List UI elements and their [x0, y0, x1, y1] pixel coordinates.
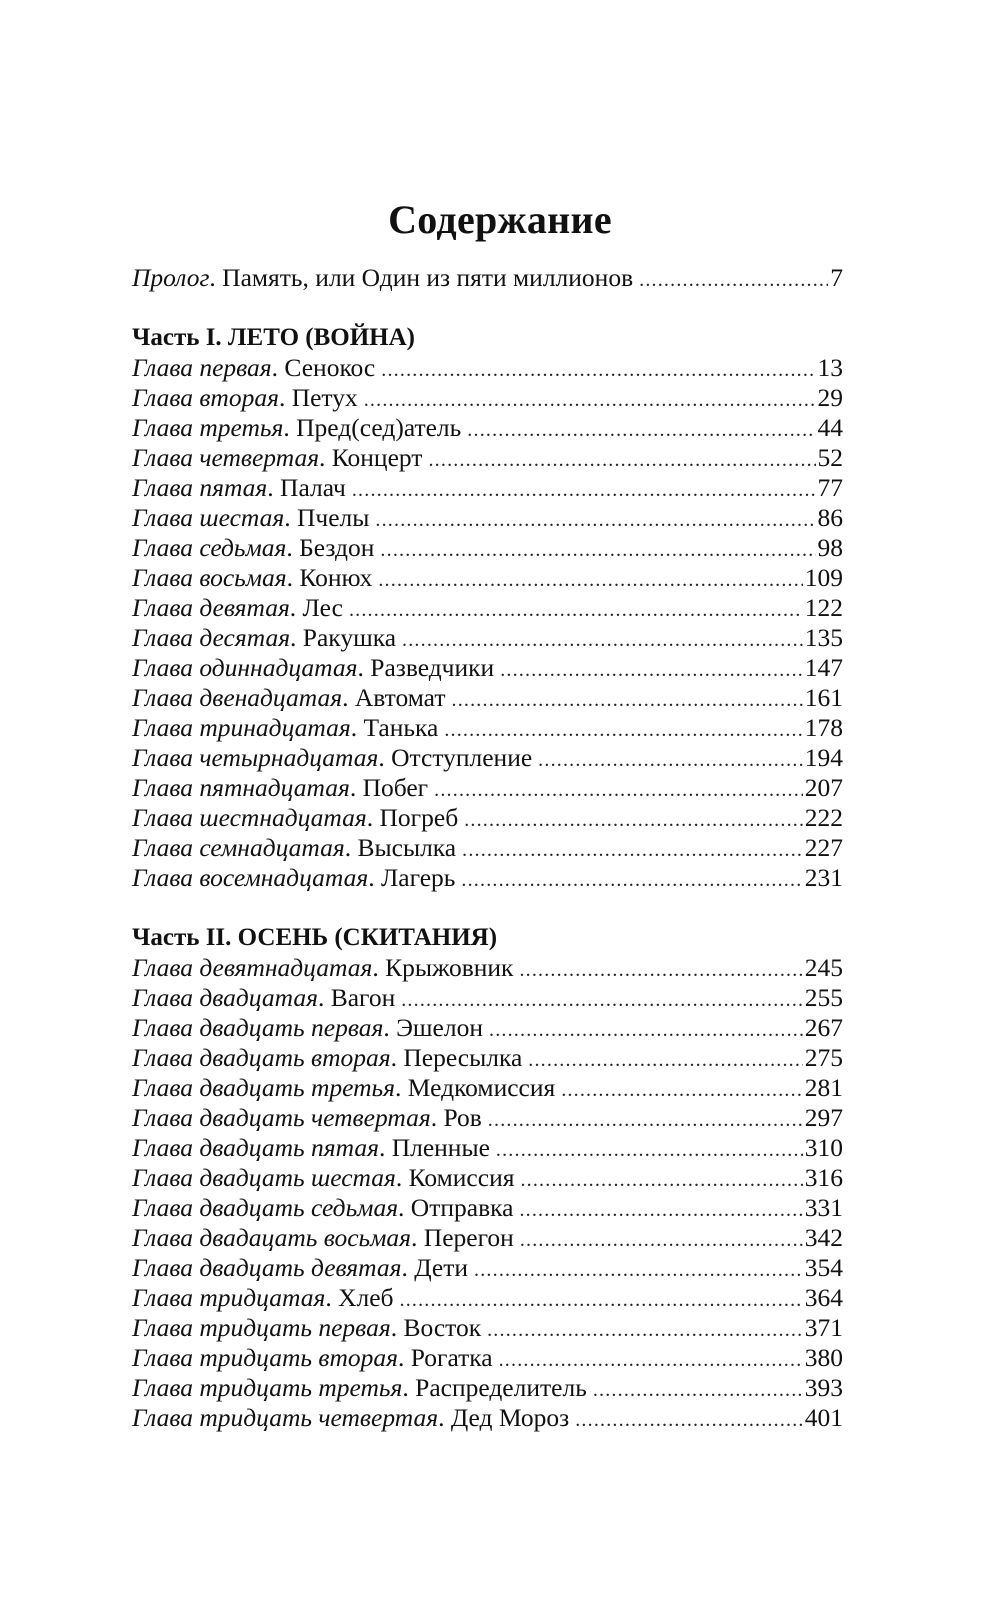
- chapter-label: Глава тридцатая: [132, 1283, 326, 1312]
- entry-separator: .: [342, 683, 355, 712]
- entry-separator: .: [366, 803, 380, 832]
- chapter-page-number: 222: [804, 803, 843, 832]
- chapter-entry: [132, 1403, 843, 1433]
- chapter-page-number: 364: [804, 1283, 843, 1312]
- chapter-page-number: 29: [817, 383, 843, 412]
- chapter-entry: [132, 1253, 843, 1283]
- chapter-title: Пчелы: [296, 503, 370, 532]
- chapter-entry: [132, 863, 843, 893]
- entry-separator: .: [289, 593, 303, 622]
- chapter-title: Распределитель: [415, 1373, 587, 1402]
- chapter-page-number: 380: [804, 1343, 843, 1372]
- chapter-title: Пересылка: [403, 1043, 523, 1072]
- chapter-label: Глава тринадцатая: [132, 713, 351, 742]
- chapter-label: Глава двенадцатая: [132, 683, 343, 712]
- chapter-title: Лес: [302, 593, 343, 622]
- chapter-label: Глава тридцать третья: [132, 1373, 403, 1402]
- chapter-label: Глава двадцать вторая: [132, 1043, 391, 1072]
- entry-page-number: 7: [830, 263, 843, 292]
- chapter-title: Комиссия: [408, 1163, 515, 1192]
- chapter-page-number: 98: [817, 533, 843, 562]
- leader-dots: [528, 1045, 802, 1075]
- chapter-title: Ров: [443, 1103, 482, 1132]
- entry-separator: .: [349, 773, 363, 802]
- leader-dots: [489, 1015, 803, 1045]
- chapter-label: Глава первая: [132, 353, 272, 382]
- chapter-title: Пред(сед)атель: [296, 413, 462, 442]
- chapter-entry: [132, 1013, 843, 1043]
- entry-separator: .: [378, 1133, 392, 1162]
- chapter-label: Глава пятнадцатая: [132, 773, 350, 802]
- entry-separator: .: [438, 1403, 451, 1432]
- chapter-label: Глава двадцать третья: [132, 1073, 396, 1102]
- chapter-page-number: 194: [804, 743, 843, 772]
- chapter-label: Глава семнадцатая: [132, 833, 345, 862]
- chapter-title: Пленные: [391, 1133, 490, 1162]
- leader-dots: [380, 535, 815, 565]
- leader-dots: [500, 655, 803, 685]
- chapter-title: Побег: [362, 773, 429, 802]
- chapter-label: Глава десятая: [132, 623, 291, 652]
- entry-separator: .: [284, 503, 297, 532]
- chapter-title: Хлеб: [338, 1283, 394, 1312]
- chapter-entry: [132, 1193, 843, 1223]
- chapter-title: Отступление: [391, 743, 533, 772]
- entry-separator: .: [378, 743, 392, 772]
- chapter-title: Палач: [280, 473, 346, 502]
- chapter-title: Лагерь: [380, 863, 456, 892]
- chapter-page-number: 354: [804, 1253, 843, 1282]
- chapter-entry: [132, 1283, 843, 1313]
- chapter-page-number: 86: [817, 503, 843, 532]
- chapter-page-number: 227: [804, 833, 843, 862]
- chapter-title: Дети: [414, 1253, 469, 1282]
- chapter-page-number: 342: [804, 1223, 843, 1252]
- entry-separator: .: [278, 383, 292, 412]
- leader-dots: [402, 625, 803, 655]
- entry-separator: .: [317, 983, 331, 1012]
- part-section: [132, 923, 843, 1433]
- chapter-entry: [132, 713, 843, 743]
- chapter-page-number: 255: [804, 983, 843, 1012]
- entry-separator: .: [325, 1283, 339, 1312]
- entry-separator: .: [401, 1253, 415, 1282]
- chapter-entry: [132, 563, 843, 593]
- chapter-page-number: 331: [804, 1193, 843, 1222]
- chapter-label: Глава тридцать вторая: [132, 1343, 398, 1372]
- entry-separator: .: [372, 953, 386, 982]
- chapter-label: Глава шестнадцатая: [132, 803, 367, 832]
- leader-dots: [378, 565, 802, 595]
- chapter-entry: [132, 683, 843, 713]
- leader-dots: [434, 775, 803, 805]
- chapter-title: Рогатка: [410, 1343, 493, 1372]
- chapter-title: Танька: [363, 713, 439, 742]
- chapter-entry: [132, 413, 843, 443]
- chapter-entry: [132, 1073, 843, 1103]
- chapter-entry: [132, 1103, 843, 1133]
- leader-dots: [561, 1075, 803, 1105]
- leader-dots: [428, 445, 815, 475]
- chapter-label: Глава четырнадцатая: [132, 743, 379, 772]
- leader-dots: [452, 685, 803, 715]
- chapter-entry: [132, 743, 843, 773]
- chapter-label: Глава седьмая: [132, 533, 287, 562]
- entry-separator: .: [267, 473, 281, 502]
- entry-separator: .: [397, 1343, 411, 1372]
- chapter-title: Вагон: [330, 983, 396, 1012]
- chapter-title: Концерт: [331, 443, 423, 472]
- chapter-title: Восток: [403, 1313, 482, 1342]
- entry-separator: .: [283, 413, 297, 442]
- part-heading: Часть I. ЛЕТО (ВОЙНА): [132, 324, 415, 351]
- chapter-label: Глава тридцать первая: [132, 1313, 391, 1342]
- entry-separator: .: [290, 623, 303, 652]
- chapter-title: Погреб: [379, 803, 459, 832]
- leader-dots: [519, 955, 802, 985]
- chapter-page-number: 52: [817, 443, 843, 472]
- prologue-entry: [132, 263, 843, 293]
- chapter-label: Глава двадцать девятая: [132, 1253, 402, 1282]
- chapter-title: Петух: [291, 383, 358, 412]
- leader-dots: [520, 1165, 802, 1195]
- chapter-page-number: 13: [817, 353, 843, 382]
- chapter-label: Глава двадцать шестая: [132, 1163, 396, 1192]
- chapter-page-number: 310: [804, 1133, 843, 1162]
- chapter-entry: [132, 503, 843, 533]
- chapter-entry: [132, 1163, 843, 1193]
- chapter-entry: [132, 1133, 843, 1163]
- chapter-page-number: 371: [804, 1313, 843, 1342]
- entry-separator: .: [383, 1013, 397, 1042]
- leader-dots: [499, 1345, 803, 1375]
- chapter-title: Бездон: [299, 533, 375, 562]
- chapter-page-number: 122: [804, 593, 843, 622]
- entry-separator: .: [430, 1103, 444, 1132]
- chapter-page-number: 161: [804, 683, 843, 712]
- entry-separator: .: [398, 1193, 411, 1222]
- entry-separator: .: [395, 1163, 409, 1192]
- leader-dots: [444, 715, 802, 745]
- entry-separator: .: [209, 263, 223, 292]
- chapter-label: Глава восьмая: [132, 563, 287, 592]
- chapter-entry: [132, 533, 843, 563]
- entry-separator: .: [350, 713, 364, 742]
- chapter-label: Глава двадцать первая: [132, 1013, 384, 1042]
- chapter-page-number: 135: [804, 623, 843, 652]
- entry-separator: .: [357, 653, 371, 682]
- entry-title: Память, или Один из пяти миллионов: [222, 263, 634, 292]
- chapter-page-number: 275: [804, 1043, 843, 1072]
- chapter-page-number: 245: [804, 953, 843, 982]
- chapter-label: Глава тридцать четвертая: [132, 1403, 439, 1432]
- chapter-title: Автомат: [354, 683, 446, 712]
- chapter-entry: [132, 653, 843, 683]
- parts-list: [132, 323, 843, 1433]
- chapter-label: Глава девятнадцатая: [132, 953, 373, 982]
- entry-separator: .: [271, 353, 285, 382]
- leader-dots: [538, 745, 803, 775]
- entry-separator: .: [390, 1313, 404, 1342]
- chapter-page-number: 316: [804, 1163, 843, 1192]
- entry-label: Пролог: [132, 263, 210, 292]
- leader-dots: [496, 1135, 803, 1165]
- entry-separator: .: [402, 1373, 416, 1402]
- entry-separator: .: [368, 863, 381, 892]
- chapter-entry: [132, 803, 843, 833]
- chapter-entry: [132, 983, 843, 1013]
- chapter-page-number: 267: [804, 1013, 843, 1042]
- chapter-title: Сенокос: [284, 353, 376, 382]
- chapter-label: Глава двадцатая: [132, 983, 318, 1012]
- chapter-label: Глава одиннадцатая: [132, 653, 358, 682]
- chapter-page-number: 297: [804, 1103, 843, 1132]
- entry-separator: .: [286, 563, 300, 592]
- part-section: [132, 323, 843, 893]
- chapter-title: Эшелон: [396, 1013, 483, 1042]
- chapter-page-number: 231: [804, 863, 843, 892]
- entry-separator: .: [344, 833, 358, 862]
- leader-dots: [575, 1405, 803, 1435]
- chapter-entry: [132, 773, 843, 803]
- chapter-entry: [132, 623, 843, 653]
- chapter-title: Дед Мороз: [450, 1403, 570, 1432]
- chapter-title: Разведчики: [370, 653, 495, 682]
- chapter-page-number: 147: [804, 653, 843, 682]
- chapter-title: Конюх: [299, 563, 373, 592]
- chapter-title: Ракушка: [302, 623, 397, 652]
- entry-separator: .: [395, 1073, 408, 1102]
- part-heading: Часть II. ОСЕНЬ (СКИТАНИЯ): [132, 924, 498, 951]
- chapter-page-number: 393: [804, 1373, 843, 1402]
- leader-dots: [461, 865, 802, 895]
- chapter-entry: [132, 443, 843, 473]
- chapter-page-number: 401: [804, 1403, 843, 1432]
- leader-dots: [352, 475, 816, 505]
- chapter-entry: [132, 833, 843, 863]
- chapter-entry: [132, 383, 843, 413]
- leader-dots: [364, 385, 816, 415]
- chapter-entry: [132, 1223, 843, 1253]
- chapter-page-number: 77: [817, 473, 843, 502]
- leader-dots: [488, 1105, 803, 1135]
- chapter-label: Глава двадцать четвертая: [132, 1103, 431, 1132]
- chapter-entry: [132, 593, 843, 623]
- leader-dots: [639, 265, 828, 295]
- leader-dots: [464, 805, 803, 835]
- chapter-page-number: 281: [804, 1073, 843, 1102]
- leader-dots: [381, 355, 815, 385]
- chapter-entry: [132, 1043, 843, 1073]
- chapter-entry: [132, 953, 843, 983]
- leader-dots: [467, 415, 815, 445]
- chapter-page-number: 44: [817, 413, 843, 442]
- chapter-entry: [132, 1343, 843, 1373]
- leader-dots: [400, 1285, 803, 1315]
- entry-separator: .: [286, 533, 300, 562]
- chapter-page-number: 207: [804, 773, 843, 802]
- leader-dots: [487, 1315, 803, 1345]
- chapter-title: Высылка: [357, 833, 457, 862]
- leader-dots: [520, 1225, 803, 1255]
- chapter-title: Медкомиссия: [407, 1073, 556, 1102]
- chapter-page-number: 109: [804, 563, 843, 592]
- chapter-entry: [132, 473, 843, 503]
- leader-dots: [519, 1195, 802, 1225]
- table-of-contents: [132, 263, 843, 1433]
- chapter-page-number: 178: [804, 713, 843, 742]
- chapter-label: Глава двадцать пятая: [132, 1133, 379, 1162]
- entry-separator: .: [411, 1223, 424, 1252]
- page-title: Содержание: [388, 197, 612, 242]
- chapter-label: Глава вторая: [132, 383, 279, 412]
- entry-separator: .: [319, 443, 332, 472]
- chapter-label: Глава двадцать седьмая: [132, 1193, 399, 1222]
- chapter-label: Глава восемнадцатая: [132, 863, 369, 892]
- chapter-label: Глава двадацать восьмая: [132, 1223, 412, 1252]
- chapter-label: Глава девятая: [132, 593, 290, 622]
- leader-dots: [462, 835, 803, 865]
- leader-dots: [375, 505, 815, 535]
- leader-dots: [474, 1255, 803, 1285]
- chapter-label: Глава третья: [132, 413, 284, 442]
- leader-dots: [401, 985, 803, 1015]
- chapter-entry: [132, 1313, 843, 1343]
- chapter-label: Глава пятая: [132, 473, 268, 502]
- chapter-entry: [132, 353, 843, 383]
- chapter-entry: [132, 1373, 843, 1403]
- chapter-label: Глава четвертая: [132, 443, 320, 472]
- leader-dots: [593, 1375, 803, 1405]
- chapter-label: Глава шестая: [132, 503, 285, 532]
- chapter-title: Крыжовник: [385, 953, 514, 982]
- entry-separator: .: [390, 1043, 404, 1072]
- chapter-title: Отправка: [410, 1193, 514, 1222]
- chapter-title: Перегон: [423, 1223, 514, 1252]
- leader-dots: [349, 595, 803, 625]
